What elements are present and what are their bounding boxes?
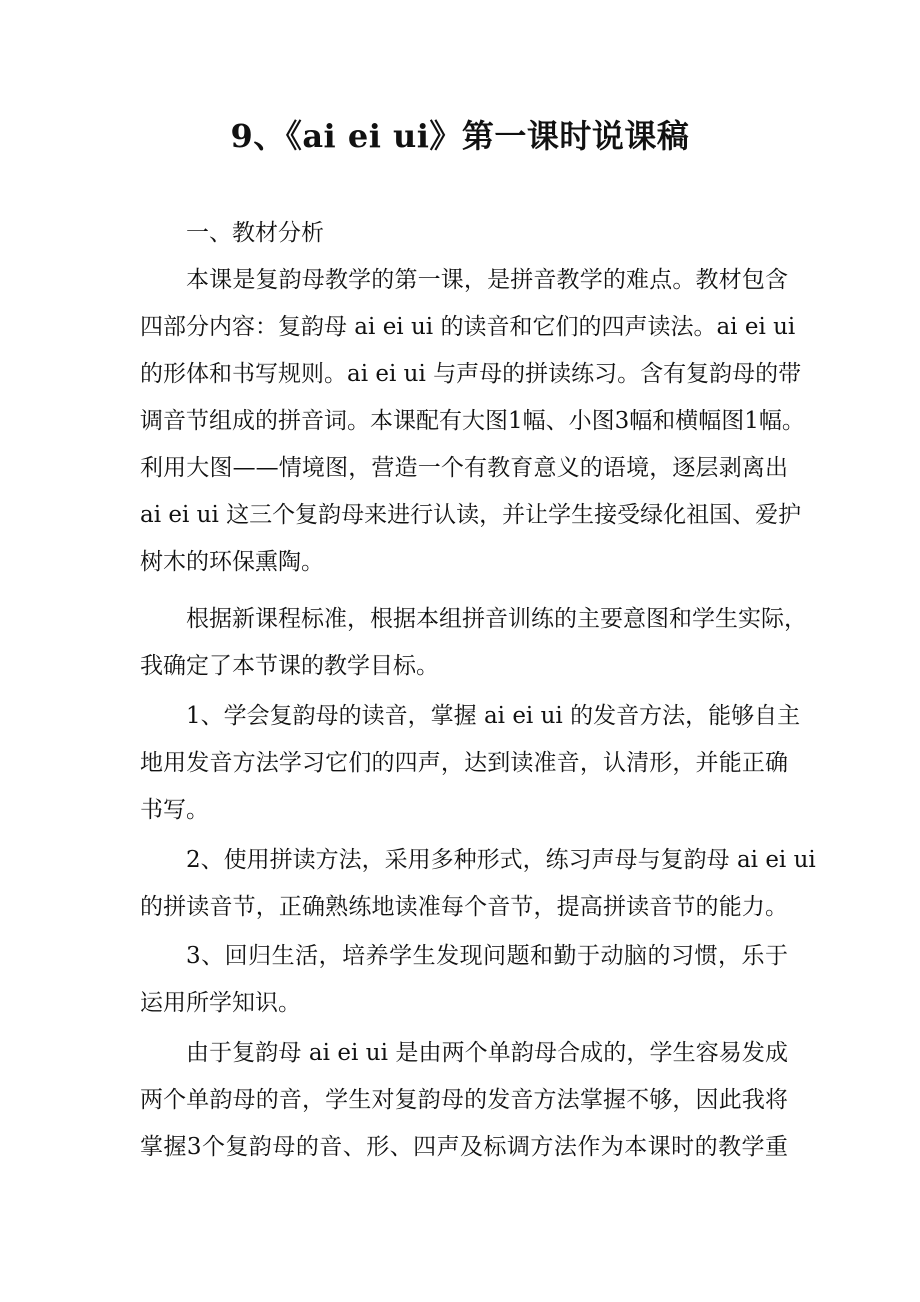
text-line: 两个单韵母的音，学生对复韵母的发音方法掌握不够，因此我将: [140, 1087, 788, 1113]
paragraph-4: [140, 837, 816, 931]
text-line: 利用大图——情境图，营造一个有教育意义的语境，逐层剥离出: [140, 455, 788, 481]
text-line: 我确定了本节课的教学目标。: [140, 653, 439, 679]
text-line: 的拼读音节，正确熟练地读准每个音节，提高拼读音节的能力。: [140, 894, 788, 920]
paragraph-6: [140, 1030, 788, 1171]
section-heading: 一、教材分析: [186, 220, 324, 246]
text-line: 书写。: [140, 797, 209, 823]
text-line: 调音节组成的拼音词。本课配有大图1幅、小图3幅和横幅图1幅。: [140, 408, 805, 434]
paragraph-3: [140, 693, 801, 834]
text-line: 根据新课程标准，根据本组拼音训练的主要意图和学生实际，: [186, 606, 807, 632]
text-line: 的形体和书写规则。ai ei ui 与声母的拼读练习。含有复韵母的带: [140, 361, 802, 387]
paragraph-2: [140, 596, 807, 690]
text-line: 树木的环保熏陶。: [140, 549, 324, 575]
text-line: 1、学会复韵母的读音，掌握 ai ei ui 的发音方法，能够自主: [186, 703, 801, 729]
text-line: 地用发音方法学习它们的四声，达到读准音，认清形，并能正确: [140, 750, 788, 776]
text-line: 运用所学知识。: [140, 990, 301, 1016]
paragraph-1: [140, 257, 805, 586]
text-line: 四部分内容：复韵母 ai ei ui 的读音和它们的四声读法。ai ei ui: [140, 314, 796, 340]
text-line: 3、回归生活，培养学生发现问题和勤于动脑的习惯，乐于: [186, 943, 788, 969]
text-line: ai ei ui 这三个复韵母来进行认读，并让学生接受绿化祖国、爱护: [140, 502, 802, 528]
text-line: 本课是复韵母教学的第一课，是拼音教学的难点。教材包含: [186, 267, 788, 293]
paragraph-5: [140, 933, 788, 1027]
document-title: 9、《ai ei ui》第一课时说课稿: [230, 117, 690, 155]
text-line: 2、使用拼读方法，采用多种形式，练习声母与复韵母 ai ei ui: [186, 847, 816, 873]
text-line: 掌握3个复韵母的音、形、四声及标调方法作为本课时的教学重: [140, 1134, 788, 1160]
text-line: 由于复韵母 ai ei ui 是由两个单韵母合成的，学生容易发成: [186, 1040, 788, 1066]
